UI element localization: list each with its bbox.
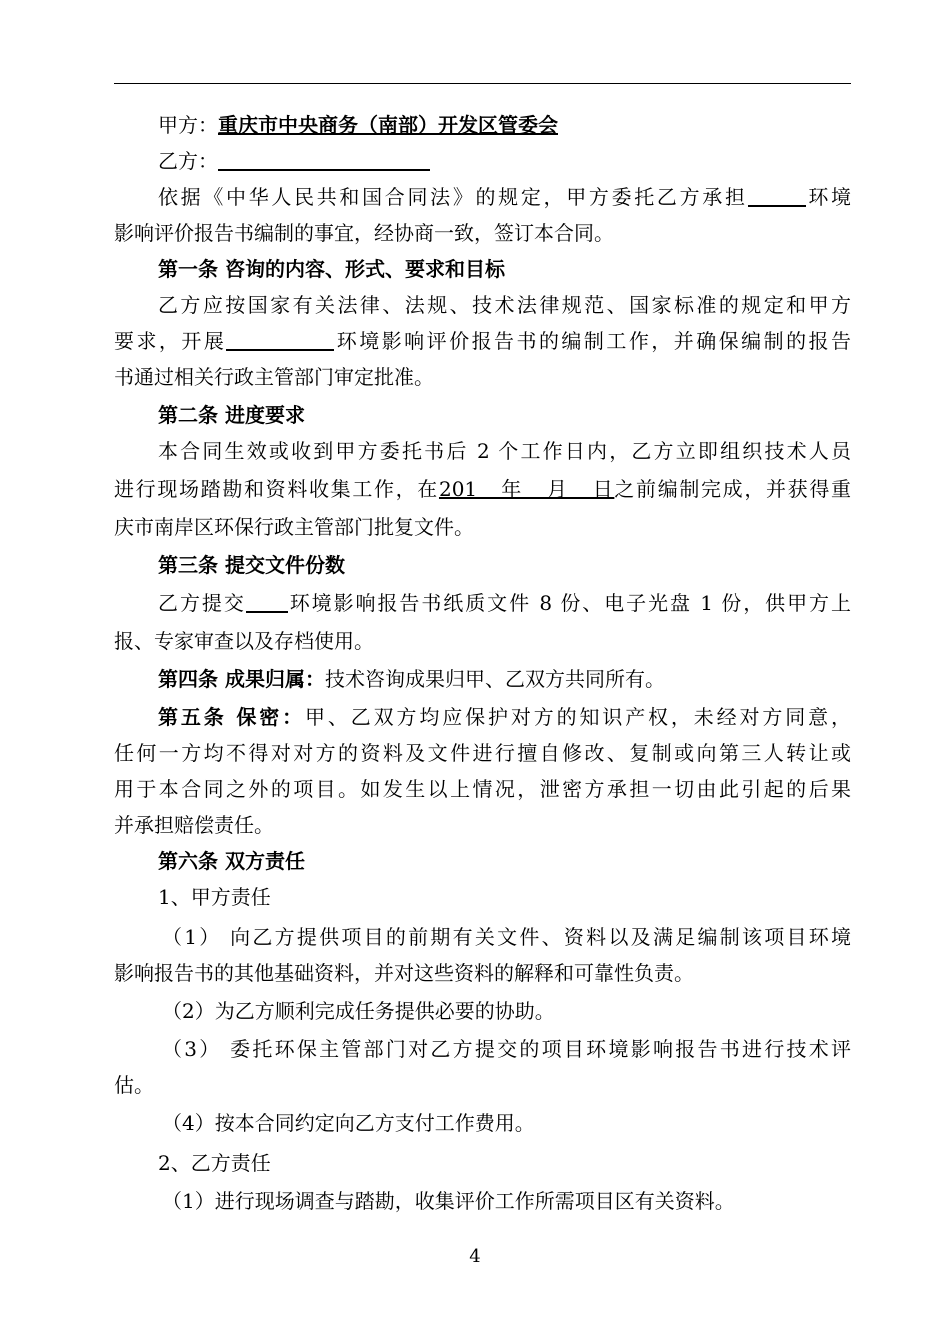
article-1-text-b: 环境影响评价报告书的编制工作，并确保编制的报告 <box>334 329 852 353</box>
intro-line-2: 影响评价报告书编制的事宜，经协商一致，签订本合同。 <box>114 221 614 245</box>
party-a-label: 甲方： <box>158 113 218 137</box>
party-b-duties-heading: 2、乙方责任 <box>158 1151 271 1175</box>
article-5-line-2: 任何一方均不得对对方的资料及文件进行擅自修改、复制或向第三人转让或 <box>114 741 851 765</box>
article-1-title: 第一条 咨询的内容、形式、要求和目标 <box>158 257 505 281</box>
article-2-line-3: 庆市南岸区环保行政主管部门批复文件。 <box>114 515 474 539</box>
article-2-title: 第二条 进度要求 <box>158 403 305 427</box>
party-a-duties-heading: 1、甲方责任 <box>158 885 271 909</box>
duty-a4: （4）按本合同约定向乙方支付工作费用。 <box>162 1111 535 1135</box>
project-blank-2 <box>226 327 334 351</box>
article-2-line-1: 本合同生效或收到甲方委托书后 2 个工作日内，乙方立即组织技术人员 <box>158 439 851 463</box>
party-b-line <box>114 146 851 176</box>
article-5-line-3: 用于本合同之外的项目。如发生以上情况，泄密方承担一切由此引起的后果 <box>114 777 851 801</box>
project-blank-3 <box>246 589 288 613</box>
intro-text-b: 环境 <box>805 185 852 209</box>
article-1-line-3: 书通过相关行政主管部门审定批准。 <box>114 365 434 389</box>
article-4-title: 第四条 成果归属： <box>158 667 325 691</box>
party-b-label: 乙方： <box>158 149 218 173</box>
project-name-blank <box>748 183 806 207</box>
article-5-text-1: 甲、乙双方均应保护对方的知识产权，未经对方同意， <box>305 705 852 729</box>
article-3-title: 第三条 提交文件份数 <box>158 553 345 577</box>
article-5-title: 第五条 保密： <box>158 705 306 729</box>
intro-line-1 <box>114 182 851 212</box>
article-3-line-1 <box>114 588 851 618</box>
article-2-text-b: 之前编制完成，并获得重 <box>614 477 852 501</box>
article-3-line-2: 报、专家审查以及存档使用。 <box>114 629 374 653</box>
header-rule <box>114 83 851 84</box>
article-6-title: 第六条 双方责任 <box>158 849 305 873</box>
article-2-line-2 <box>114 474 851 504</box>
duty-a2: （2）为乙方顺利完成任务提供必要的协助。 <box>162 999 555 1023</box>
party-b-blank <box>218 147 430 171</box>
article-3-text-b: 环境影响报告书纸质文件 8 份、电子光盘 1 份，供甲方上 <box>287 591 851 615</box>
article-4-line <box>114 664 851 694</box>
article-2-text-a: 进行现场踏勘和资料收集工作，在 <box>114 477 439 501</box>
duty-a3-line-1: （3） 委托环保主管部门对乙方提交的项目环境影响报告书进行技术评 <box>162 1037 851 1061</box>
duty-a1-line-1: （1） 向乙方提供项目的前期有关文件、资料以及满足编制该项目环境 <box>162 925 851 949</box>
article-1-text-a: 要求，开展 <box>114 329 227 353</box>
duty-a3-line-2: 估。 <box>114 1073 154 1097</box>
article-3-text-a: 乙方提交 <box>158 591 246 615</box>
article-1-line-1: 乙方应按国家有关法律、法规、技术法律规范、国家标准的规定和甲方 <box>158 293 851 317</box>
party-a-line <box>114 110 851 140</box>
article-5-line-1 <box>114 702 851 732</box>
duty-b1: （1）进行现场调查与踏勘，收集评价工作所需项目区有关资料。 <box>162 1189 735 1213</box>
article-4-text: 技术咨询成果归甲、乙双方共同所有。 <box>324 667 665 691</box>
deadline-date: 201 年 月 日 <box>438 477 615 501</box>
page-number: 4 <box>469 1246 481 1267</box>
intro-text-a: 依据《中华人民共和国合同法》的规定，甲方委托乙方承担 <box>158 185 748 209</box>
party-a-name: 重庆市中央商务（南部）开发区管委会 <box>218 113 558 137</box>
article-5-line-4: 并承担赔偿责任。 <box>114 813 274 837</box>
article-1-line-2 <box>114 326 851 356</box>
duty-a1-line-2: 影响报告书的其他基础资料，并对这些资料的解释和可靠性负责。 <box>114 961 694 985</box>
